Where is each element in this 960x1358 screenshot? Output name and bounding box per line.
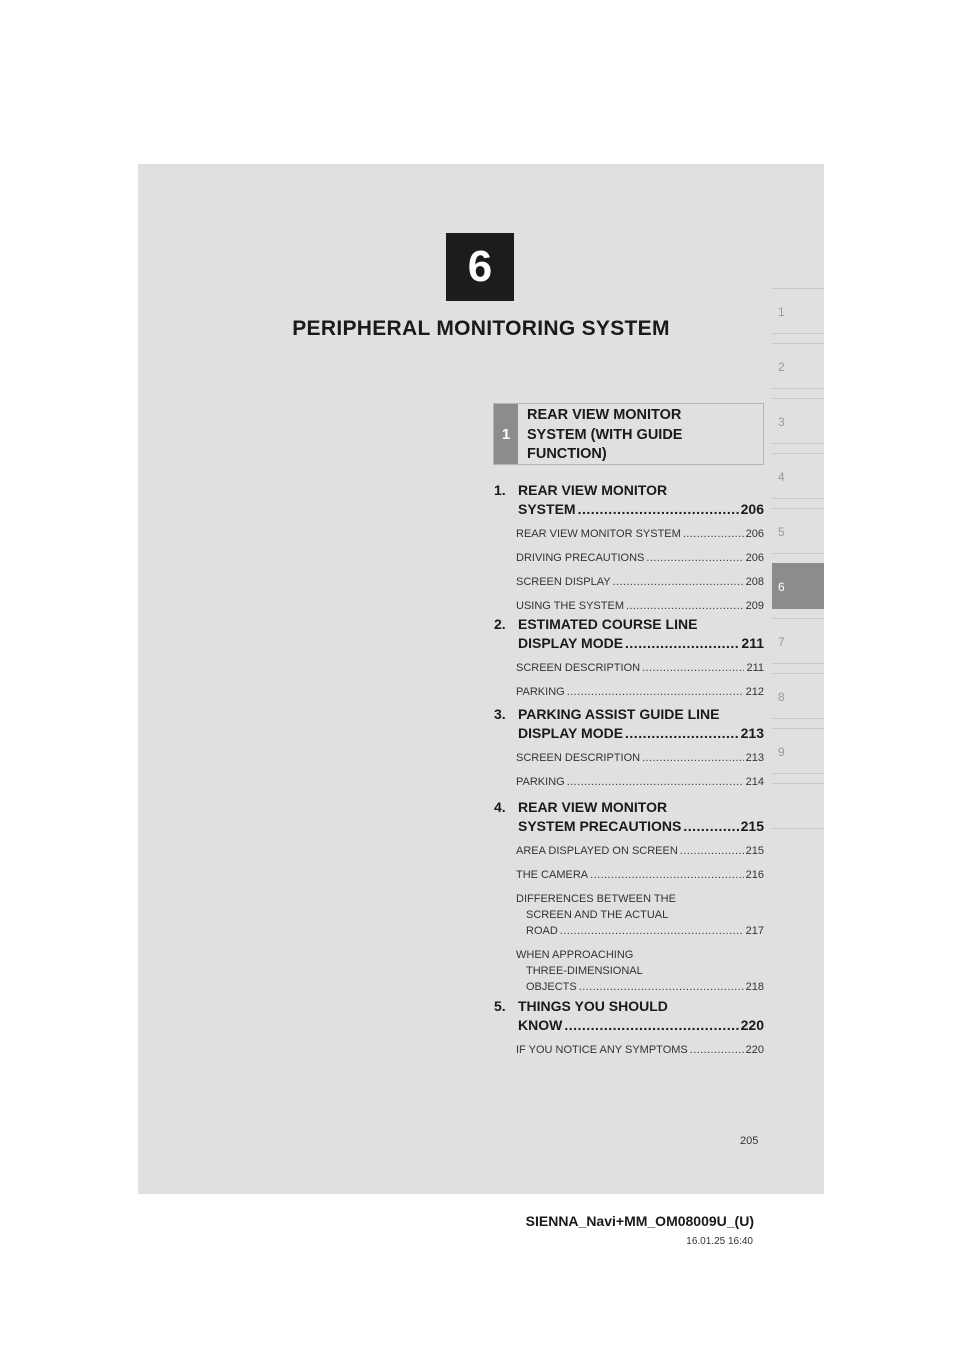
toc-number: 4. [494,799,506,815]
leader-dots [646,550,743,566]
toc-subitem-page: 220 [745,1044,764,1056]
leader-dots [625,634,739,653]
toc-subitem-label: WHEN APPROACHING [516,949,634,961]
leader-dots [690,1042,744,1058]
toc-subitem-page: 217 [745,925,764,937]
toc-title: REAR VIEW MONITOR [518,799,668,815]
toc-subitem[interactable] [516,574,764,590]
toc-page: 211 [741,635,764,651]
toc-subitem-page: 206 [745,552,764,564]
toc-title: DISPLAY MODE [518,635,624,651]
toc-subitem-label: USING THE SYSTEM [516,600,624,612]
chapter-tab-label: 4 [778,470,785,484]
page-number: 205 [740,1135,759,1147]
toc-subitem-label: SCREEN AND THE ACTUAL [526,909,669,921]
leader-dots [579,979,744,995]
chapter-tab[interactable] [772,398,824,444]
toc-subitem[interactable] [516,947,764,995]
toc-number: 5. [494,998,506,1014]
chapter-tab-label: 2 [778,360,785,374]
toc-title: PARKING ASSIST GUIDE LINE [518,706,720,722]
toc-subitem-page: 214 [745,776,764,788]
toc-subitem-label: SCREEN DESCRIPTION [516,752,641,764]
leader-dots [590,867,744,883]
toc-subitem[interactable] [516,1042,764,1058]
leader-dots [625,724,739,743]
toc-page: 215 [740,818,764,834]
toc-subitem-page: 209 [745,600,764,612]
chapter-title: PERIPHERAL MONITORING SYSTEM [292,317,670,340]
toc-subitem-page: 208 [745,576,764,588]
chapter-number: 6 [467,242,493,291]
toc-entry[interactable] [494,615,764,700]
chapter-tab[interactable] [772,343,824,389]
toc-subitem-page: 212 [745,686,764,698]
chapter-tab[interactable] [772,288,824,334]
chapter-tab[interactable] [772,618,824,664]
chapter-tab[interactable] [772,508,824,554]
toc-subitem[interactable] [516,867,764,883]
chapter-number-box [446,233,514,301]
leader-dots [642,750,744,766]
section-title-line: FUNCTION) [527,446,607,462]
toc-subitem-label: PARKING [516,776,565,788]
section-header [493,403,764,465]
toc-subitem-label: SCREEN DESCRIPTION [516,662,641,674]
toc-title: DISPLAY MODE [518,725,624,741]
leader-dots [560,923,744,939]
toc-number: 1. [494,482,506,498]
toc-subitem[interactable] [516,843,764,859]
toc-page: 220 [740,1017,764,1033]
section-number: 1 [494,404,518,464]
toc-subitem-label: THE CAMERA [516,869,589,881]
chapter-tab[interactable] [772,453,824,499]
leader-dots [683,526,744,542]
chapter-tab-label: 5 [778,525,785,539]
toc-page: 206 [740,501,764,517]
toc-subitem-label: AREA DISPLAYED ON SCREEN [516,845,678,857]
toc-title: KNOW [518,1017,563,1033]
footer-timestamp: 16.01.25 16:40 [686,1236,753,1247]
toc-entry[interactable] [494,997,764,1058]
chapter-tab-label: 9 [778,745,785,759]
toc-subitem-label: ROAD [526,925,558,937]
toc-number: 3. [494,706,506,722]
chapter-tab-label: 7 [778,635,785,649]
toc-title: SYSTEM [518,501,576,517]
section-title [527,406,757,465]
toc-subitem-label: DRIVING PRECAUTIONS [516,552,645,564]
leader-dots [683,817,738,836]
toc-subitem[interactable] [516,598,764,614]
toc-subitem-page: 206 [745,528,764,540]
toc-subitem[interactable] [516,750,764,766]
toc-subitem[interactable] [516,774,764,790]
leader-dots [613,574,744,590]
toc-entry[interactable] [494,798,764,995]
chapter-tab-label: 6 [778,580,785,594]
toc-number: 2. [494,616,506,632]
section-title-line: SYSTEM (WITH GUIDE [527,426,683,443]
toc-subitem-page: 213 [745,752,764,764]
toc-subitem-label: SCREEN DISPLAY [516,576,611,588]
toc-title: THINGS YOU SHOULD [518,998,668,1014]
toc-title: REAR VIEW MONITOR [518,482,668,498]
toc-subitem-page: 215 [745,845,764,857]
leader-dots [642,660,744,676]
chapter-tab-label: 1 [778,305,785,319]
toc-subitem-page: 211 [746,662,764,674]
toc-subitem[interactable] [516,684,764,700]
section-title-line: REAR VIEW MONITOR [527,407,682,423]
chapter-tab[interactable] [772,728,824,774]
toc-subitem-label: IF YOU NOTICE ANY SYMPTOMS [516,1044,688,1056]
toc-subitem[interactable] [516,660,764,676]
chapter-tab-label: 8 [778,690,785,704]
toc-subitem-label: REAR VIEW MONITOR SYSTEM [516,528,681,540]
footer-document-id: SIENNA_Navi+MM_OM08009U_(U) [525,1213,754,1229]
toc-subitem-page: 218 [745,981,764,993]
toc-subitem-label: DIFFERENCES BETWEEN THE [516,893,676,905]
toc-title: ESTIMATED COURSE LINE [518,616,698,632]
toc-entry[interactable] [494,705,764,790]
toc-subitem-label: PARKING [516,686,565,698]
leader-dots [680,843,744,859]
leader-dots [626,598,744,614]
toc-title: SYSTEM PRECAUTIONS [518,818,682,834]
toc-subitem[interactable] [516,550,764,566]
toc-subitem-label: OBJECTS [526,981,577,993]
toc-entry[interactable] [494,481,764,614]
toc-subitem-page: 216 [745,869,764,881]
toc-subitem[interactable] [516,891,764,939]
chapter-tab[interactable] [772,783,824,829]
leader-dots [567,684,744,700]
toc-subitem-label: THREE-DIMENSIONAL [526,965,643,977]
leader-dots [578,500,739,519]
toc-page: 213 [740,725,764,741]
leader-dots [564,1016,738,1035]
leader-dots [567,774,744,790]
toc-subitem[interactable] [516,526,764,542]
chapter-tab[interactable] [772,563,824,609]
chapter-tab[interactable] [772,673,824,719]
chapter-tab-label: 3 [778,415,785,429]
